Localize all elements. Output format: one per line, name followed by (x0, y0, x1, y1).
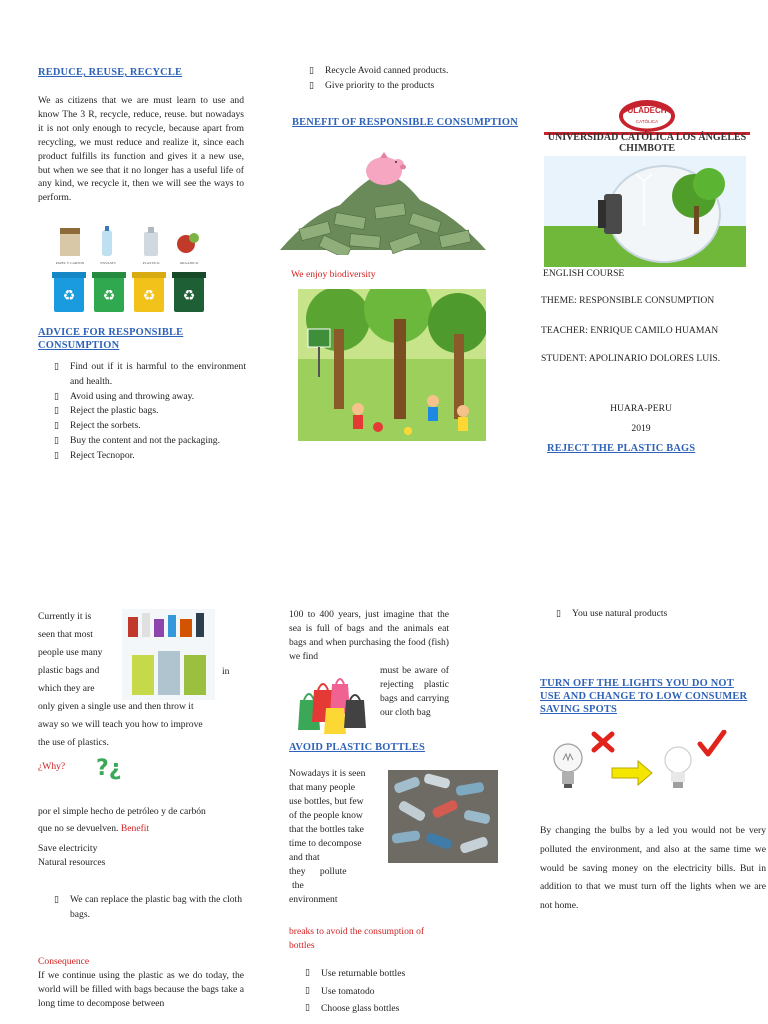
university-name: UNIVERSIDAD CATÓLICA LOS ÁNGELES CHIMBOTE (547, 132, 747, 154)
text-line: that many people (289, 782, 356, 793)
logo-text: ULADECH (627, 106, 667, 115)
advice-item: ▯ Avoid using and throwing away. (54, 390, 246, 405)
cloth-bags-image (296, 670, 368, 736)
bin-label-3: PLASTICO (142, 261, 160, 265)
text-line: Currently it is (38, 611, 92, 622)
spanish-paragraph (38, 803, 206, 837)
biodiversity-caption: We enjoy biodiversity (291, 269, 376, 280)
piggy-bank-icon (366, 152, 406, 185)
plastic-waste-bins-image (122, 609, 215, 700)
text-line: the (292, 880, 304, 891)
text-line: and that (289, 852, 320, 863)
natural-item: ▯ You use natural products (556, 607, 746, 622)
advice-item: ▯ Buy the content and not the packaging. (54, 434, 246, 449)
product-item: ▯ Give priority to the products (309, 79, 509, 94)
logo-subtext: CATÓLICA (635, 119, 659, 124)
place-label: HUARA-PERU (610, 403, 672, 414)
text-line: they pollute (289, 866, 347, 877)
text-line: the use of plastics. (38, 737, 109, 748)
box-icon (60, 228, 80, 256)
text-line: environment (289, 894, 338, 905)
bottle-tip-item: ▯ Use tomatodo (305, 983, 485, 1001)
svg-text:♻: ♻ (102, 288, 116, 304)
replace-item: ▯ We can replace the plastic bag with the cloth bags. (54, 893, 242, 923)
text-line: time to decompose (289, 838, 362, 849)
recycle-bins-image (52, 224, 212, 316)
intro-paragraph: We as citizens that we are must learn to use and know The 3 R, recycle, reduce, reuse. but nowadays it is not only enough to recycle, because apart from recycling, we must reduce and realize it, since each product fulfills its function and gives it a new use, but when we see that it no longer has a useful life of any kind, we recycle it, then we will see the ways to perform. (38, 95, 244, 204)
heading-reduce-reuse-recycle: REDUCE, REUSE, RECYCLE (38, 67, 183, 78)
heading-avoid-bottles: AVOID PLASTIC BOTTLES (289, 742, 426, 753)
money-piggy-image (280, 145, 486, 255)
plastic-bottles-pile-image (388, 770, 498, 863)
text-line: of the people know (289, 810, 363, 821)
text-line: that the bottles take (289, 824, 364, 835)
advice-item: ▯ Reject Tecnopor. (54, 449, 246, 464)
advice-item: ▯ Reject the plastic bags. (54, 404, 246, 419)
consequence-label: Consequence (38, 956, 90, 967)
breaks-label: breaks to avoid the consumption of bottles (289, 926, 425, 951)
arrow-right-icon (612, 761, 652, 785)
consequence-paragraph: If we continue using the plastic as we do today, the world will be filled with bags because the bags take a long time to decompose between (38, 970, 244, 1009)
uladech-logo-icon (619, 100, 675, 132)
heading-reject-bags: REJECT THE PLASTIC BAGS (547, 443, 696, 454)
aware-paragraph: must be aware of rejecting plastic bags and carrying our cloth bag (380, 665, 449, 718)
heading-benefit: BENEFIT OF RESPONSIBLE CONSUMPTION (292, 117, 518, 128)
bin-label-4: ORGANICO (179, 261, 199, 265)
replace-list (54, 893, 242, 923)
student-label: STUDENT: APOLINARIO DOLORES LUIS. (541, 353, 721, 364)
course-label: ENGLISH COURSE (543, 268, 625, 279)
bottle-icon (102, 226, 112, 256)
bottle-tip-item: ▯ Use returnable bottles (305, 965, 485, 983)
text-line: Nowadays it is seen (289, 768, 366, 779)
save-electricity: Save electricity (38, 843, 98, 854)
advice-item: ▯ Reject the sorbets. (54, 419, 246, 434)
text-line: use bottles, but few (289, 796, 364, 807)
question-marks-icon: ?¿ (96, 756, 122, 781)
recycle-bin-yellow-icon (132, 272, 166, 312)
text-line: plastic bags and (38, 665, 100, 676)
led-bulb-icon (665, 747, 691, 788)
bottle-tips-list (305, 965, 485, 1018)
bottles-paragraph (289, 767, 365, 907)
heading-turn-off-lights: TURN OFF THE LIGHTS YOU DO NOT USE AND CHANGE TO LOW CONSUMER SAVING SPOTS (540, 678, 748, 715)
incandescent-bulb-icon (554, 744, 582, 788)
heading-advice: ADVICE FOR RESPONSIBLE CONSUMPTION (38, 327, 184, 351)
spanish-line-2-text: que no se devuelven. (38, 823, 119, 834)
svg-text:♻: ♻ (182, 288, 196, 304)
text-in: in (222, 666, 230, 677)
bin-label-1: PAPEL Y CARTON (55, 261, 85, 265)
bin-label-2: ENVASES (100, 261, 116, 265)
spanish-line-1: por el simple hecho de petróleo y de carbón (38, 806, 206, 817)
bulbs-paragraph: By changing the bulbs by a led you would not be very polluted the environment, and also at the same time we would be saving money on the electricity bills. But in addition to that we must turn off the lights when we are not home. (540, 825, 766, 912)
advice-item: ▯ Find out if it is harmful to the environment and health. (54, 360, 246, 390)
recycle-bin-darkgreen-icon (172, 272, 206, 312)
text-line: people use many (38, 647, 103, 658)
teacher-label: TEACHER: ENRIQUE CAMILO HUAMAN (541, 325, 719, 336)
check-mark-icon (700, 732, 724, 754)
advice-list (54, 360, 246, 464)
bulbs-comparison-image (548, 730, 728, 800)
lightbulb-nature-image (544, 156, 746, 267)
product-item: ▯ Recycle Avoid canned products. (309, 64, 509, 79)
why-label: ¿Why? (38, 761, 66, 772)
year-label: 2019 (631, 423, 651, 434)
natural-resources: Natural resources (38, 857, 106, 868)
cross-mark-icon (594, 734, 612, 750)
text-line: away so we will teach you how to improve (38, 719, 203, 730)
natural-list (556, 607, 746, 622)
text-line: which they are (38, 683, 95, 694)
benefit-label: Benefit (120, 823, 150, 834)
recycle-bin-green-icon (92, 272, 126, 312)
plastic-bottle-icon (144, 227, 158, 256)
forest-children-image (298, 289, 486, 441)
text-line: only given a single use and then throw it (38, 701, 194, 712)
theme-label: THEME: RESPONSIBLE CONSUMPTION (541, 295, 715, 306)
svg-text:♻: ♻ (62, 288, 76, 304)
recycle-bin-blue-icon (52, 272, 86, 312)
fruit-icon (177, 233, 199, 253)
decompose-paragraph: 100 to 400 years, just imagine that the sea is full of bags and the animals eat bags and when purchasing the food (fish) we find (289, 609, 449, 662)
svg-text:♻: ♻ (142, 288, 156, 304)
bottle-tip-item: ▯ Choose glass bottles (305, 1000, 485, 1018)
text-line: seen that most (38, 629, 93, 640)
top-product-list (309, 64, 509, 94)
spanish-line-2 (38, 820, 206, 837)
